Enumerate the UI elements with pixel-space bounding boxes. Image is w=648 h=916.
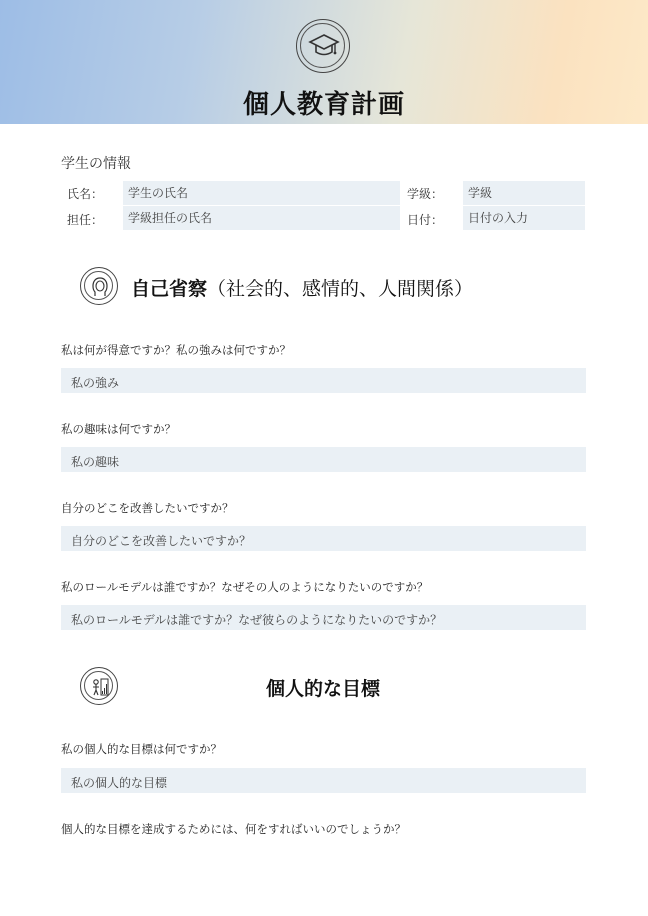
- page-title: 個人教育計画: [242, 90, 405, 120]
- name-label: 氏名：: [67, 187, 104, 201]
- personal-goals-heading-text: 個人的な目標: [266, 678, 381, 700]
- question-achieve-goal: 個人的な目標を達成するためには、何をすればいいのでしょうか？: [61, 822, 406, 836]
- self-reflection-heading-rest: （社会的、感情的、人間関係）: [207, 278, 474, 300]
- self-reflection-heading: [131, 274, 473, 301]
- question-role-model: 私のロールモデルは誰ですか？なぜその人のようになりたいのですか？: [61, 580, 429, 594]
- question-personal-goal: 私の個人的な目標は何ですか？: [61, 742, 222, 756]
- answer-personal-goal-field[interactable]: 私の個人的な目標: [61, 768, 586, 793]
- answer-strengths-field[interactable]: 私の強み: [61, 368, 586, 393]
- question-strengths: 私は何が得意ですか？私の強みは何ですか？: [61, 343, 291, 357]
- graduation-cap-icon: [296, 19, 350, 73]
- head-profile-icon: [80, 267, 118, 305]
- personal-goals-heading: [266, 674, 380, 701]
- date-field[interactable]: 日付の入力: [463, 206, 585, 230]
- answer-hobbies-field[interactable]: 私の趣味: [61, 447, 586, 472]
- question-hobbies: 私の趣味は何ですか？: [61, 422, 176, 436]
- teacher-name-field[interactable]: 学級担任の氏名: [123, 206, 400, 230]
- person-goal-chart-icon: [80, 667, 118, 705]
- self-reflection-heading-bold: 自己省察: [131, 278, 208, 300]
- date-label: 日付：: [407, 213, 444, 227]
- answer-improve-field[interactable]: 自分のどこを改善したいですか？: [61, 526, 586, 551]
- grade-label: 学級：: [407, 187, 444, 201]
- grade-field[interactable]: 学級: [463, 181, 585, 205]
- answer-role-model-field[interactable]: 私のロールモデルは誰ですか？なぜ彼らのようになりたいのですか？: [61, 605, 586, 630]
- teacher-label: 担任：: [67, 213, 104, 227]
- student-name-field[interactable]: 学生の氏名: [123, 181, 400, 205]
- student-info-section-label: 学生の情報: [61, 156, 131, 172]
- question-improve: 自分のどこを改善したいですか？: [61, 501, 234, 515]
